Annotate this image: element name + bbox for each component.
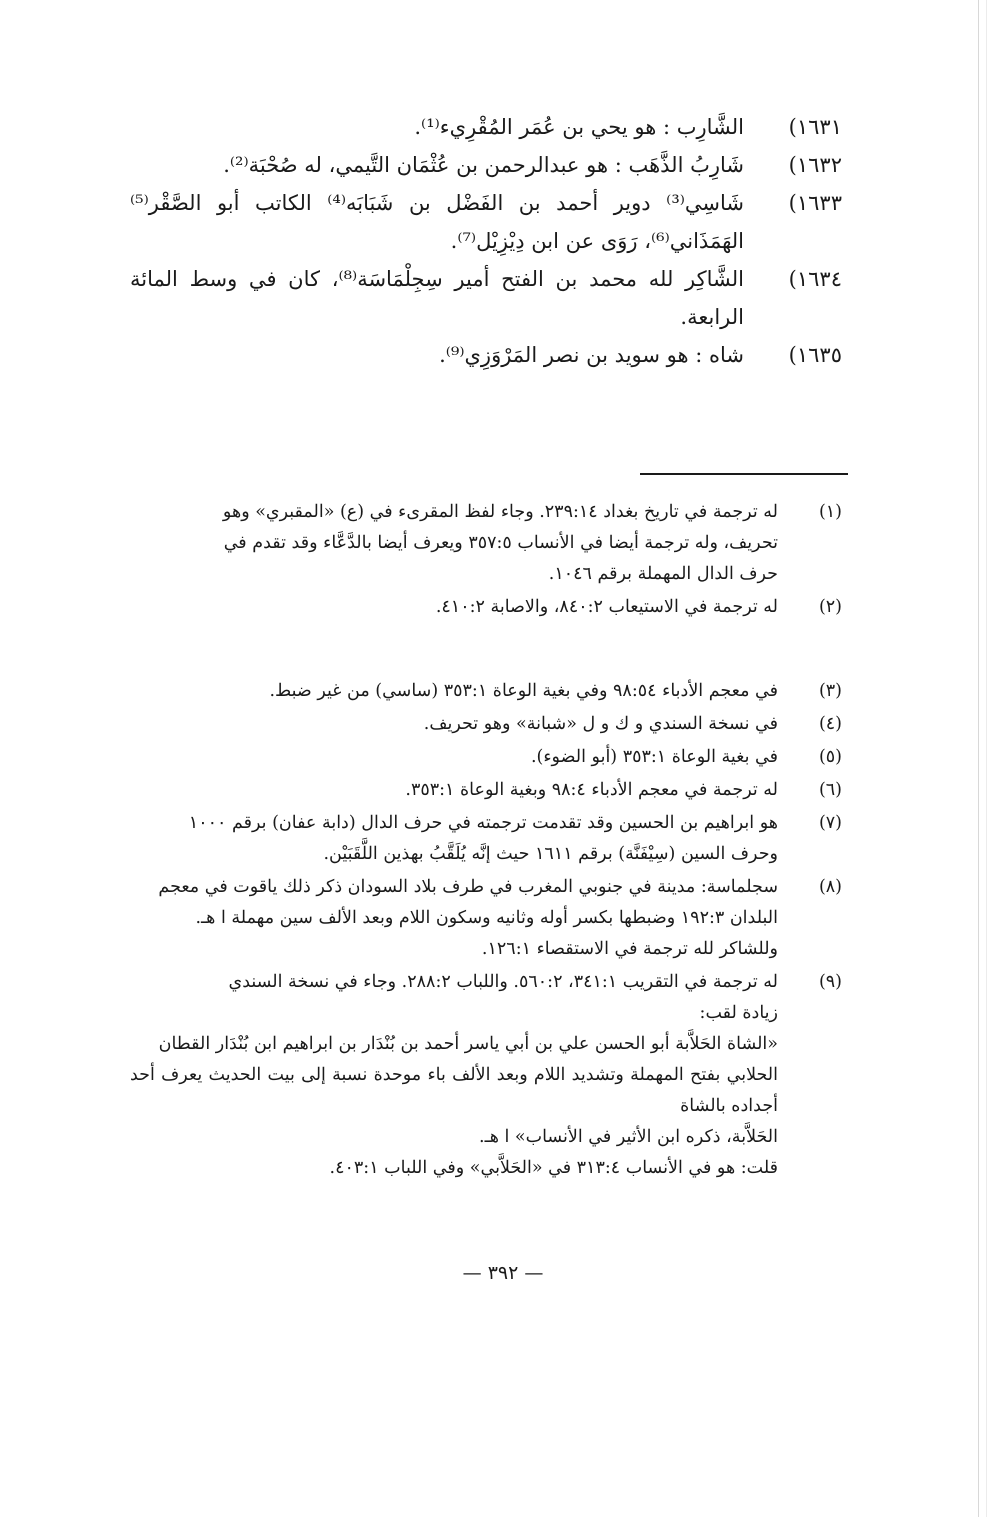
footnote-number: (٢) <box>818 597 842 617</box>
entry-text: شَاسِي⁽³⁾ دوير أحمد بن الفَضْل بن شَبَابَه⁽⁴⁾ الكاتب أبو الصَّقْر⁽⁵⁾ الهَمَذَاني⁽⁶⁾، رَوَى عن ابن دِيْزِيْل⁽⁷⁾. <box>130 191 744 253</box>
entry-1631 <box>130 108 842 146</box>
entry-number: ١٦٣٣) <box>788 191 842 215</box>
footnote-9 <box>130 967 842 1184</box>
footnote-number: (٥) <box>818 747 842 767</box>
footnote-line: تحريف، وله ترجمة أيضا في الأنساب ٣٥٧:٥ ويعرف أيضا بالدَّعَّاء وقد تقدم في <box>223 533 778 553</box>
footnote-line: وحرف السين (سِيْفَنَّة) برقم ١٦١١ حيث إنَّه يُلَقَّبُ بهذين اللَّقَبَيْن. <box>323 844 778 864</box>
entry-number: ١٦٣١) <box>788 115 842 139</box>
entry-1633 <box>130 184 842 260</box>
footnote-number: (٨) <box>818 877 842 897</box>
page-edge-line <box>978 0 979 1517</box>
footnote-6 <box>130 775 842 806</box>
entry-text: شَارِبُ الذَّهَب : هو عبدالرحمن بن عُثْمَان التَّيمي، له صُحْبَة⁽²⁾. <box>223 153 744 177</box>
footnote-line: سجلماسة: مدينة في جنوبي المغرب في طرف بلاد السودان ذكر ذلك ياقوت في معجم <box>158 877 778 897</box>
footnote-line: زيادة لقب: <box>699 1003 778 1023</box>
footnote-line: له ترجمة في تاريخ بغداد ٢٣٩:١٤. وجاء لفظ المقرىء في (ع) «المقبري» وهو <box>222 502 778 522</box>
footnote-line: الحَلاَّبة، ذكره ابن الأثير في الأنساب» ا هـ. <box>479 1127 778 1147</box>
footnote-number: (٤) <box>818 714 842 734</box>
footnote-1 <box>130 497 842 590</box>
footnotes-top <box>130 497 842 625</box>
entry-1634 <box>130 260 842 336</box>
entry-text: الشَّاكِر لله محمد بن الفتح أمير سِجِلْمَاسَة⁽⁸⁾، كان في وسط المائة الرابعة. <box>130 267 744 329</box>
footnote-number: (١) <box>818 502 842 522</box>
footnote-line: قلت: هو في الأنساب ٣١٣:٤ في «الحَلاَّبي» وفي اللباب ٤٠٣:١. <box>329 1158 778 1178</box>
entry-text: الشَّارِب : هو يحي بن عُمَر المُقْرِيء⁽¹⁾. <box>414 115 744 139</box>
footnote-3 <box>130 676 842 707</box>
footnote-line: في معجم الأدباء ٩٨:٥٤ وفي بغية الوعاة ٣٥٣:١ (ساسي) من غير ضبط. <box>269 681 778 701</box>
entry-number: ١٦٣٥) <box>788 343 842 367</box>
footnote-line: «الشاة الحَلاَّبة أبو الحسن علي بن أبي ياسر أحمد بن بُنْدَار بن ابراهيم ابن بُنْدَار القطان <box>158 1034 778 1054</box>
footnote-number: (٣) <box>818 681 842 701</box>
entry-number: ١٦٣٢) <box>788 153 842 177</box>
footnote-line: البلدان ١٩٢:٣ وضبطها بكسر أوله وثانيه وسكون اللام وبعد الألف سين مهملة ا هـ. <box>195 908 778 928</box>
footnote-line: في نسخة السندي و ك و ل «شبانة» وهو تحريف. <box>423 714 778 734</box>
footnote-line: وللشاكر لله ترجمة في الاستقصاء ١٢٦:١. <box>481 939 778 959</box>
entry-text: شاه : هو سويد بن نصر المَرْوَزِي⁽⁹⁾. <box>439 343 744 367</box>
entry-1635 <box>130 336 842 374</box>
page-edge-line <box>986 0 987 1517</box>
footnote-line: له ترجمة في معجم الأدباء ٩٨:٤ وبغية الوعاة ٣٥٣:١. <box>405 780 778 800</box>
footnote-8 <box>130 872 842 965</box>
footnote-5 <box>130 742 842 773</box>
footnote-line: حرف الدال المهملة برقم ١٠٤٦. <box>548 564 778 584</box>
footnote-4 <box>130 709 842 740</box>
footnote-line: له ترجمة في الاستيعاب ٨٤٠:٢، والاصابة ٤١٠:٢. <box>435 597 778 617</box>
footnote-number: (٧) <box>818 813 842 833</box>
footnote-line: هو ابراهيم بن الحسين وقد تقدمت ترجمته في حرف الدال (دابة عفان) برقم ١٠٠٠ <box>188 813 778 833</box>
footnote-separator <box>640 473 848 475</box>
footnote-number: (٦) <box>818 780 842 800</box>
footnotes-bottom <box>130 676 842 1186</box>
page-number: — ٣٩٢ — <box>462 1262 544 1284</box>
footnote-7 <box>130 808 842 870</box>
footnote-2 <box>130 592 842 623</box>
footnote-line: له ترجمة في التقريب ٣٤١:١، ٥٦٠:٢. واللباب ٢٨٨:٢. وجاء في نسخة السندي <box>228 972 778 992</box>
footnote-number: (٩) <box>818 972 842 992</box>
entries-list <box>130 108 842 374</box>
entry-number: ١٦٣٤) <box>788 267 842 291</box>
footnote-line: في بغية الوعاة ٣٥٣:١ (أبو الضوء). <box>530 747 778 767</box>
entry-1632 <box>130 146 842 184</box>
footnote-line: الحلابي بفتح المهملة وتشديد اللام وبعد الألف باء موحدة نسبة إلى بيت الحديث يعرف أحد أجداده بالشاة <box>130 1065 778 1116</box>
